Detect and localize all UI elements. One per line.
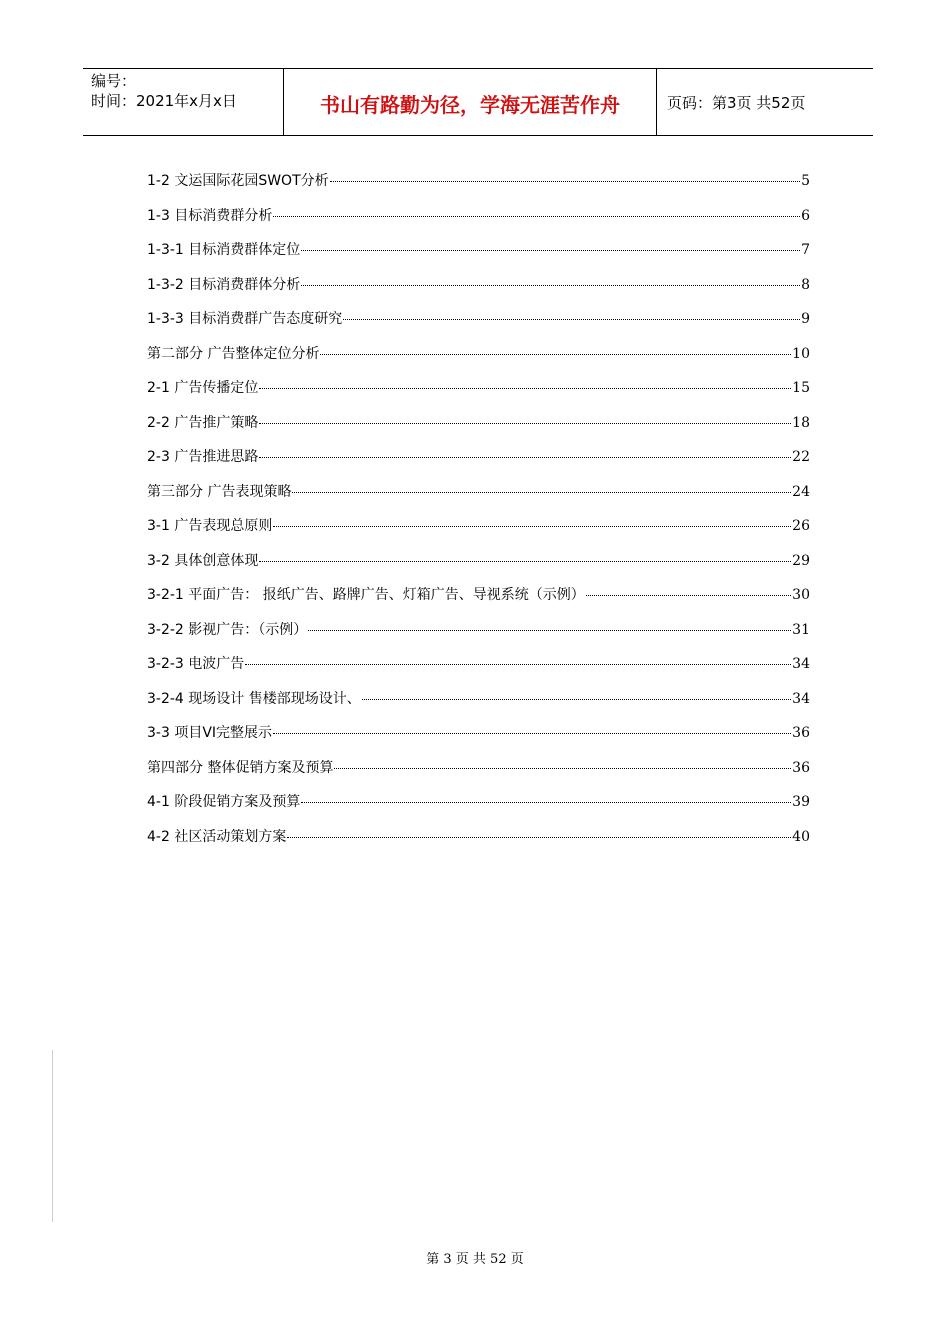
header-meta	[83, 69, 284, 135]
toc-entry-page: 15	[792, 380, 810, 396]
toc-entry[interactable]	[147, 688, 810, 723]
toc-leader-dots	[301, 802, 791, 803]
toc-entry[interactable]	[147, 377, 810, 412]
toc-entry[interactable]	[147, 826, 810, 861]
toc-leader-dots	[308, 630, 791, 631]
toc-entry-page: 36	[792, 759, 810, 776]
toc-entry-page: 9	[801, 311, 810, 327]
toc-entry-title: 4-2 社区活动策划方案	[147, 828, 287, 845]
toc-entry-title: 3-3 项目VI完整展示	[147, 725, 273, 741]
toc-entry[interactable]	[147, 446, 810, 481]
toc-leader-dots	[586, 595, 791, 596]
toc-leader-dots	[301, 250, 800, 251]
toc-entry-page: 39	[792, 794, 810, 810]
toc-entry[interactable]	[147, 619, 810, 654]
toc-entry-page: 26	[792, 518, 810, 534]
toc-leader-dots	[292, 492, 791, 493]
toc-leader-dots	[245, 664, 791, 665]
toc-leader-dots	[259, 561, 791, 562]
toc-leader-dots	[273, 216, 800, 217]
toc-entry-title: 3-1 广告表现总原则	[147, 518, 273, 534]
toc-entry-page: 6	[801, 207, 810, 224]
toc-entry-page: 18	[792, 414, 810, 431]
toc-entry-title: 2-2 广告推广策略	[147, 414, 259, 431]
toc-entry-page: 10	[792, 345, 810, 362]
toc-entry[interactable]	[147, 412, 810, 447]
margin-line	[52, 1050, 53, 1222]
toc-entry[interactable]	[147, 274, 810, 309]
toc-entry[interactable]	[147, 205, 810, 240]
toc-entry-page: 24	[792, 483, 810, 500]
toc-leader-dots	[343, 319, 800, 320]
toc-entry[interactable]	[147, 722, 810, 757]
date-label: 时间：2021年x月x日	[91, 92, 237, 110]
toc-part-entry[interactable]	[147, 481, 810, 516]
toc-leader-dots	[330, 181, 800, 182]
toc-leader-dots	[320, 354, 791, 355]
toc-entry-title: 第二部分 广告整体定位分析	[147, 345, 320, 362]
toc-entry-page: 22	[792, 449, 810, 465]
toc-leader-dots	[301, 285, 800, 286]
toc-entry-page: 36	[792, 725, 810, 741]
toc-entry-page: 7	[801, 242, 810, 258]
toc-entry-title: 第四部分 整体促销方案及预算	[147, 759, 334, 776]
toc-entry-title: 2-1 广告传播定位	[147, 380, 259, 396]
toc-leader-dots	[273, 526, 791, 527]
toc-entry[interactable]	[147, 170, 810, 205]
toc-entry-page: 29	[792, 552, 810, 569]
toc-entry-title: 3-2-3 电波广告	[147, 656, 245, 672]
toc-entry-page: 34	[792, 690, 810, 707]
toc-entry-title: 4-1 阶段促销方案及预算	[147, 794, 301, 810]
toc-entry[interactable]	[147, 515, 810, 550]
toc-entry[interactable]	[147, 308, 810, 343]
toc-entry-page: 34	[792, 656, 810, 672]
toc-entry-page: 31	[792, 621, 810, 638]
toc-leader-dots	[334, 768, 791, 769]
toc-entry-title: 1-3 目标消费群分析	[147, 207, 273, 224]
toc-leader-dots	[259, 457, 791, 458]
toc-leader-dots	[259, 388, 791, 389]
toc-leader-dots	[287, 837, 791, 838]
toc-entry-title: 2-3 广告推进思路	[147, 449, 259, 465]
toc-entry-title: 1-3-3 目标消费群广告态度研究	[147, 311, 343, 327]
toc-entry-page: 5	[801, 173, 810, 189]
toc-entry-title: 3-2 具体创意体现	[147, 552, 259, 569]
toc-leader-dots	[362, 699, 791, 700]
toc-entry[interactable]	[147, 791, 810, 826]
document-header	[83, 68, 873, 136]
toc-entry[interactable]	[147, 239, 810, 274]
toc-entry[interactable]	[147, 550, 810, 585]
toc-entry[interactable]	[147, 653, 810, 688]
toc-entry-page: 8	[801, 276, 810, 293]
toc-entry-title: 3-2-1 平面广告： 报纸广告、路牌广告、灯箱广告、导视系统（示例）	[147, 587, 585, 603]
toc-entry[interactable]	[147, 584, 810, 619]
toc-leader-dots	[259, 423, 791, 424]
toc-leader-dots	[273, 733, 791, 734]
toc-entry-title: 3-2-4 现场设计 售楼部现场设计、	[147, 690, 361, 707]
toc-part-entry[interactable]	[147, 757, 810, 792]
table-of-contents	[147, 170, 810, 860]
toc-part-entry[interactable]	[147, 343, 810, 378]
page-footer: 第 3 页 共 52 页	[426, 1252, 524, 1267]
toc-entry-page: 40	[792, 828, 810, 845]
toc-entry-page: 30	[792, 587, 810, 603]
serial-number-label: 编号：	[91, 72, 137, 90]
toc-entry-title: 1-2 文运国际花园SWOT分析	[147, 173, 329, 189]
header-motto: 书山有路勤为径，学海无涯苦作舟	[284, 69, 657, 135]
toc-entry-title: 3-2-2 影视广告：（示例）	[147, 621, 308, 638]
toc-entry-title: 1-3-1 目标消费群体定位	[147, 242, 301, 258]
toc-entry-title: 第三部分 广告表现策略	[147, 483, 292, 500]
header-page-number: 页码：第3页 共52页	[667, 94, 806, 112]
toc-entry-title: 1-3-2 目标消费群体分析	[147, 276, 301, 293]
